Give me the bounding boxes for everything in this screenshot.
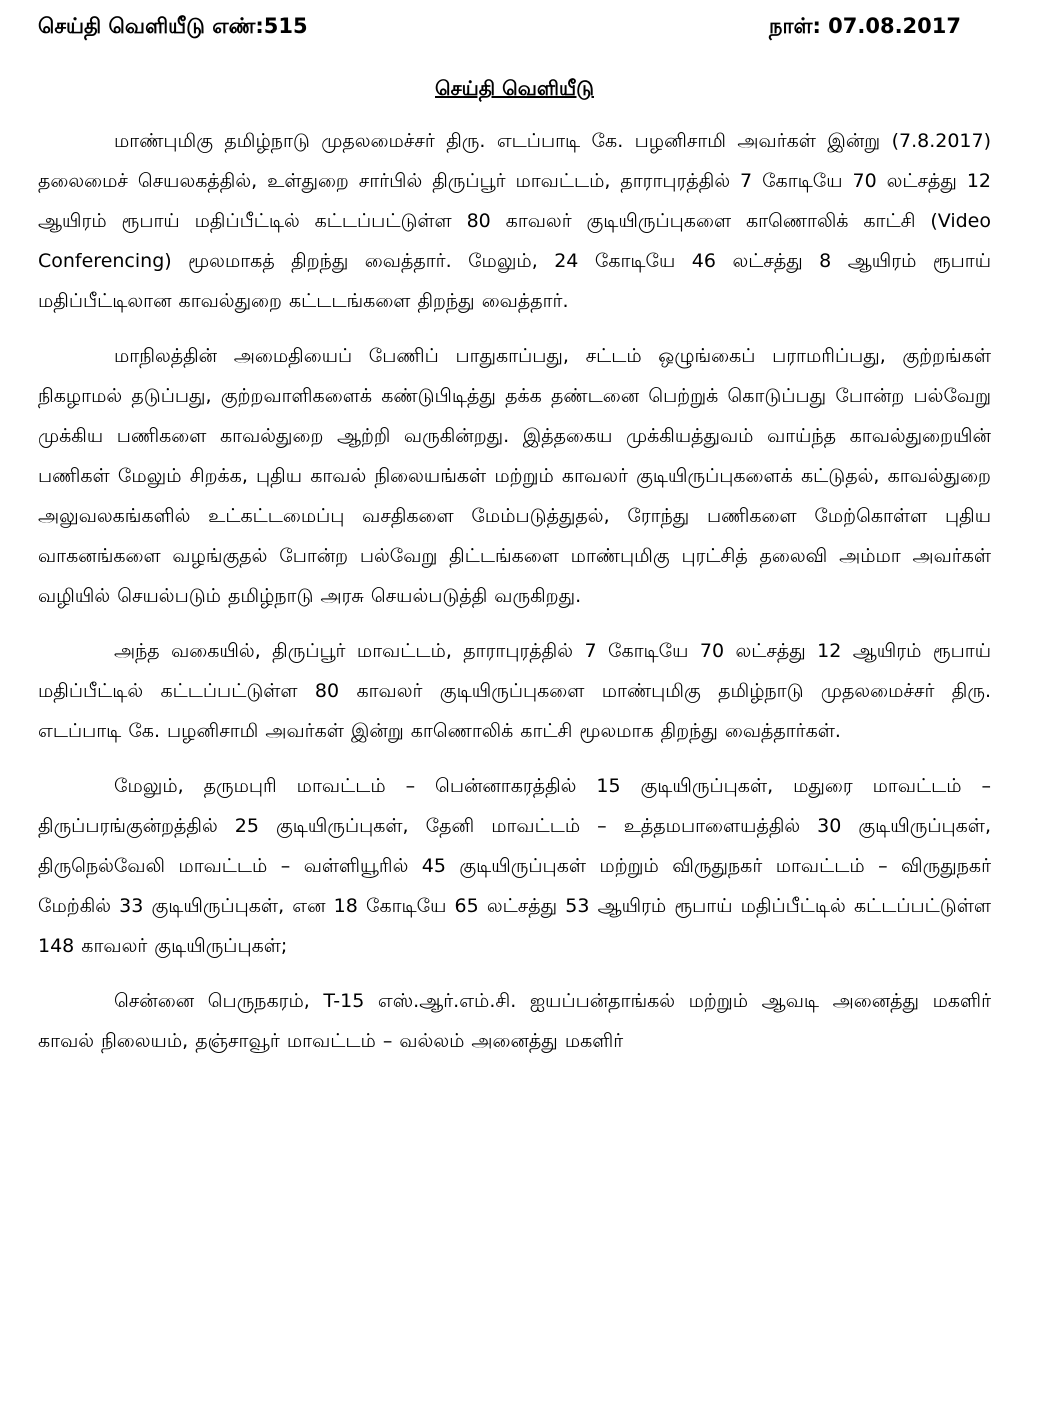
paragraph-3: அந்த வகையில், திருப்பூர் மாவட்டம், தாராபுரத்தில் 7 கோடியே 70 லட்சத்து 12 ஆயிரம் ரூபாய் மதிப்பீட்டில் கட்டப்பட்டுள்ள 80 காவலர் குடியிருப்புகளை மாண்புமிகு தமிழ்நாடு முதலமைச்சர் திரு. எடப்பாடி கே. பழனிசாமி அவர்கள் இன்று காணொலிக் காட்சி மூலமாக திறந்து வைத்தார்கள். xyxy=(38,640,991,742)
paragraph-5: சென்னை பெருநகரம், T-15 எஸ்.ஆர்.எம்.சி. ஐயப்பன்தாங்கல் மற்றும் ஆவடி அனைத்து மகளிர் காவல் நிலையம், தஞ்சாவூர் மாவட்டம் – வல்லம் அனைத்து மகளிர் xyxy=(38,990,991,1052)
document-title: செய்தி வெளியீடு xyxy=(435,76,594,100)
document-header xyxy=(38,14,991,54)
paragraph-2: மாநிலத்தின் அமைதியைப் பேணிப் பாதுகாப்பது, சட்டம் ஒழுங்கைப் பராமரிப்பது, குற்றங்கள் நிகழாமல் தடுப்பது, குற்றவாளிகளைக் கண்டுபிடித்து தக்க தண்டனை பெற்றுக் கொடுப்பது போன்ற பல்வேறு முக்கிய பணிகளை காவல்துறை ஆற்றி வருகின்றது. இத்தகைய முக்கியத்துவம் வாய்ந்த காவல்துறையின் பணிகள் மேலும் சிறக்க, புதிய காவல் நிலையங்கள் மற்றும் காவலர் குடியிருப்புகளைக் கட்டுதல், காவல்துறை அலுவலகங்களில் உட்கட்டமைப்பு வசதிகளை மேம்படுத்துதல், ரோந்து பணிகளை மேற்கொள்ள புதிய வாகனங்களை வழங்குதல் போன்ற பல்வேறு திட்டங்களை மாண்புமிகு புரட்சித் தலைவி அம்மா அவர்கள் வழியில் செயல்படும் தமிழ்நாடு அரசு செயல்படுத்தி வருகிறது. xyxy=(38,345,991,607)
release-date: நாள்: 07.08.2017 xyxy=(769,14,961,38)
paragraph-1: மாண்புமிகு தமிழ்நாடு முதலமைச்சர் திரு. எடப்பாடி கே. பழனிசாமி அவர்கள் இன்று (7.8.2017) தலைமைச் செயலகத்தில், உள்துறை சார்பில் திருப்பூர் மாவட்டம், தாராபுரத்தில் 7 கோடியே 70 லட்சத்து 12 ஆயிரம் ரூபாய் மதிப்பீட்டில் கட்டப்பட்டுள்ள 80 காவலர் குடியிருப்புகளை காணொலிக் காட்சி (Video Conferencing) மூலமாகத் திறந்து வைத்தார். மேலும், 24 கோடியே 46 லட்சத்து 8 ஆயிரம் ரூபாய் மதிப்பீட்டிலான காவல்துறை கட்டடங்களை திறந்து வைத்தார். xyxy=(38,130,991,312)
paragraph-4: மேலும், தருமபுரி மாவட்டம் – பென்னாகரத்தில் 15 குடியிருப்புகள், மதுரை மாவட்டம் – திருப்பரங்குன்றத்தில் 25 குடியிருப்புகள், தேனி மாவட்டம் – உத்தமபாளையத்தில் 30 குடியிருப்புகள், திருநெல்வேலி மாவட்டம் – வள்ளியூரில் 45 குடியிருப்புகள் மற்றும் விருதுநகர் மாவட்டம் – விருதுநகர் மேற்கில் 33 குடியிருப்புகள், என 18 கோடியே 65 லட்சத்து 53 ஆயிரம் ரூபாய் மதிப்பீட்டில் கட்டப்பட்டுள்ள 148 காவலர் குடியிருப்புகள்; xyxy=(38,775,991,957)
release-number: செய்தி வெளியீடு எண்:515 xyxy=(38,14,308,38)
